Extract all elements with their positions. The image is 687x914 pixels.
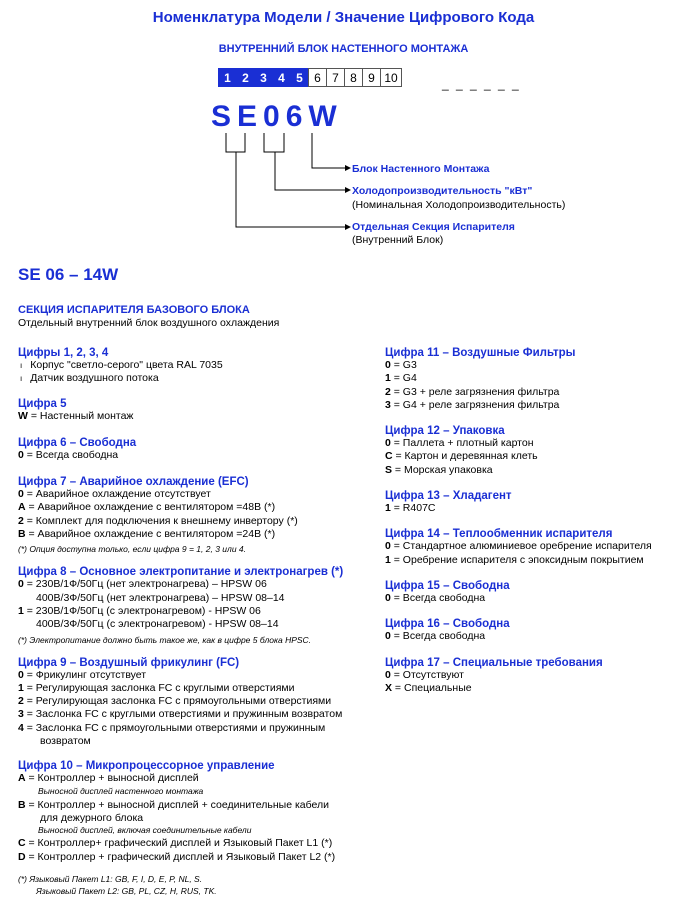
list-item: 1 = G4 — [385, 372, 417, 385]
callout-evap-title: Отдельная Секция Испарителя — [352, 221, 515, 233]
digit-7-head: Цифра 7 – Аварийное охлаждение (EFC) — [18, 476, 249, 489]
list-item: 2 = G3 + реле загрязнения фильтра — [385, 385, 560, 398]
list-item: 0 = Отсутствуют — [385, 668, 464, 681]
digit-13-head: Цифра 13 – Хладагент — [385, 490, 512, 503]
digit-box: 1 — [218, 68, 237, 87]
list-item: возвратом — [40, 735, 91, 748]
list-item: A = Аварийное охлаждение с вентилятором =48В (*) — [18, 501, 276, 514]
right-column — [385, 347, 652, 695]
digit-8-note: (*) Электропитание должно быть такое же, как в цифре 5 блока HPSC. — [18, 634, 312, 645]
callout-wall-unit: Блок Настенного Монтажа — [352, 163, 490, 175]
model-range: SE 06 – 14W — [18, 265, 119, 284]
list-item: 0 = G3 — [385, 359, 417, 371]
callout-capacity-title: Холодопроизводительность "кВт" — [352, 185, 533, 197]
list-item: ı Корпус "светло-серого" цвета RAL 7035 — [20, 359, 223, 371]
list-item: 1 = Регулирующая заслонка FC с круглыми отверстиями — [18, 681, 295, 694]
digit-12-head: Цифра 12 – Упаковка — [385, 425, 505, 438]
footnote-l2: Языковый Пакет L2: GB, PL, CZ, H, RUS, TK. — [36, 885, 217, 896]
list-item: 0 = Всегда свободна — [18, 448, 119, 461]
digit-box: 3 — [254, 68, 273, 87]
list-item: 1 = Оребрение испарителя с эпоксидным покрытием — [385, 553, 644, 566]
list-item: 1 = 230В/1Ф/50Гц (с электронагревом) - HPSW 06 — [18, 604, 261, 617]
digit-box: 9 — [362, 68, 381, 87]
list-item: X = Специальные — [385, 681, 472, 694]
footnote-l1: (*) Языковый Пакет L1: GB, F, I, D, E, P, NL, S. — [18, 873, 203, 884]
digit-5-head: Цифра 5 — [18, 397, 67, 410]
digit-box: 5 — [290, 68, 309, 87]
list-item: 4 = Заслонка FC с прямоугольными отверстиями и пружинным — [18, 721, 326, 734]
list-item: 3 = G4 + реле загрязнения фильтра — [385, 398, 560, 411]
model-code: SE06W — [211, 100, 343, 133]
list-item: W = Настенный монтаж — [18, 409, 134, 422]
list-item: 0 = Всегда свободна — [385, 630, 486, 643]
section-title: СЕКЦИЯ ИСПАРИТЕЛЯ БАЗОВОГО БЛОКА — [18, 304, 250, 316]
list-item: 0 = Стандартное алюминиевое оребрение испарителя — [385, 540, 652, 553]
dashes: _ _ _ _ _ _ — [442, 77, 521, 91]
section-sub: Отдельный внутренний блок воздушного охлаждения — [18, 317, 280, 329]
digit-6-head: Цифра 6 – Свободна — [18, 436, 137, 449]
digit-11-head: Цифра 11 – Воздушные Фильтры — [385, 347, 576, 359]
callout-evap-sub: (Внутренний Блок) — [352, 234, 444, 246]
list-item: B = Контроллер + выносной дисплей + соединительные кабели — [18, 798, 330, 811]
list-item: 0 = Паллета + плотный картон — [385, 437, 534, 450]
digit-1234-head: Цифры 1, 2, 3, 4 — [18, 347, 109, 359]
page-subtitle: ВНУТРЕННИЙ БЛОК НАСТЕННОГО МОНТАЖА — [218, 43, 469, 55]
digit-7-note: (*) Опция доступна только, если цифра 9 = 1, 2, 3 или 4. — [18, 544, 246, 555]
callout-capacity-sub: (Номинальная Холодопроизводительность) — [352, 199, 566, 211]
digit-9-head: Цифра 9 – Воздушный фрикулинг (FC) — [18, 656, 240, 669]
list-item: 0 = Фрикулинг отсутствует — [18, 668, 147, 681]
digit-10-head: Цифра 10 – Микропроцессорное управление — [18, 760, 275, 773]
list-item: ı Датчик воздушного потока — [20, 372, 159, 385]
callout-lines — [0, 0, 687, 260]
digit-box: 4 — [272, 68, 291, 87]
digit-17-head: Цифра 17 – Специальные требования — [385, 656, 603, 669]
list-item: B = Аварийное охлаждение с вентилятором =24В (*) — [18, 528, 276, 541]
list-item: 0 = Аварийное охлаждение отсутствует — [18, 488, 211, 501]
list-item: 3 = Заслонка FC с круглыми отверстиями и пружинным возвратом — [18, 708, 343, 721]
list-item: D = Контроллер + графический дисплей и Языковый Пакет L2 (*) — [18, 850, 336, 863]
digit-15-head: Цифра 15 – Свободна — [385, 579, 510, 592]
list-item: 0 = 230В/1Ф/50Гц (нет электронагрева) – HPSW 06 — [18, 578, 267, 591]
list-item: 2 = Регулирующая заслонка FC с прямоугольными отверстиями — [18, 695, 332, 708]
list-item: S = Морская упаковка — [385, 463, 493, 476]
digit-box: 2 — [236, 68, 255, 87]
list-item: A = Контроллер + выносной дисплей — [18, 772, 199, 785]
digit-box: 10 — [380, 68, 402, 87]
list-item: 0 = Всегда свободна — [385, 591, 486, 604]
list-item: 400В/3Ф/50Гц (нет электронагрева) – HPSW 08–14 — [36, 591, 285, 604]
list-item: для дежурного блока — [40, 811, 144, 824]
list-item: 2 = Комплект для подключения к внешнему инвертору (*) — [18, 514, 298, 527]
list-item: 400В/3Ф/50Гц (с электронагревом) - HPSW 08–14 — [36, 618, 279, 631]
list-item: C = Картон и деревянная клеть — [385, 450, 538, 463]
list-item-sub: Выносной дисплей, включая соединительные кабели — [38, 825, 252, 836]
list-item: C = Контроллер+ графический дисплей и Языковый Пакет L1 (*) — [18, 837, 333, 850]
page-title: Номенклатура Модели / Значение Цифрового Кода — [152, 9, 535, 26]
list-item-sub: Выносной дисплей настенного монтажа — [38, 785, 204, 796]
list-item: 1 = R407C — [385, 502, 436, 515]
digit-box: 7 — [326, 68, 345, 87]
digit-14-head: Цифра 14 – Теплообменник испарителя — [385, 528, 613, 541]
digit-16-head: Цифра 16 – Свободна — [385, 618, 510, 631]
digit-box: 6 — [308, 68, 327, 87]
digit-8-head: Цифра 8 – Основное электропитание и электронагрев (*) — [18, 566, 344, 579]
digit-box: 8 — [344, 68, 363, 87]
left-column — [18, 347, 343, 896]
